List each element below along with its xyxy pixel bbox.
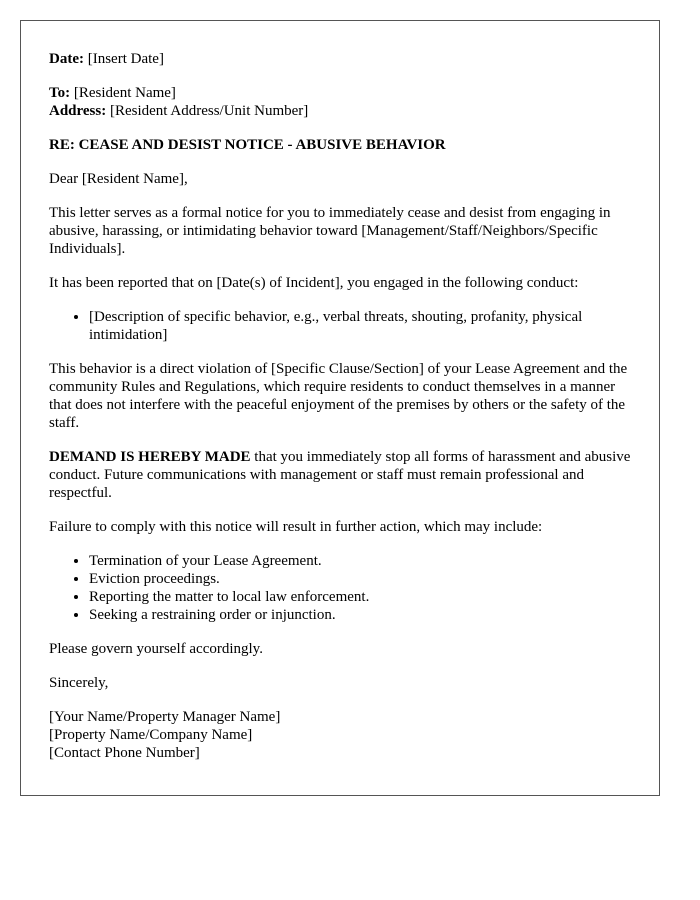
recipient-block (49, 84, 631, 120)
closing-line: Please govern yourself accordingly. (49, 641, 263, 657)
paragraph-failure: Failure to comply with this notice will result in further action, which may include: (49, 519, 543, 535)
signature-phone: [Contact Phone Number] (49, 745, 200, 761)
salutation: Dear [Resident Name], (49, 171, 188, 187)
sign-off: Sincerely, (49, 675, 109, 691)
action-list (49, 552, 631, 624)
subject-line: RE: CEASE AND DESIST NOTICE - ABUSIVE BEHAVIOR (49, 137, 446, 153)
to-label: To: (49, 85, 71, 101)
signature-name: [Your Name/Property Manager Name] (49, 709, 281, 725)
paragraph-violation: This behavior is a direct violation of [Specific Clause/Section] of your Lease Agreement and the community Rules and Regulations, which require residents to conduct themselves in a manner that does not interfere with the peaceful enjoyment of the premises by others or the safety of the staff. (49, 361, 628, 431)
address-value: [Resident Address/Unit Number] (106, 103, 309, 119)
signature-company: [Property Name/Company Name] (49, 727, 253, 743)
date-value: [Insert Date] (83, 51, 164, 67)
action-list-item: • Eviction proceedings. (89, 570, 631, 588)
paragraph-demand (49, 448, 631, 502)
to-value: [Resident Name] (70, 85, 176, 101)
demand-text: that you immediately stop all forms of harassment and abusive conduct. Future communications with management or staff must remain professional and respectful. (49, 449, 631, 501)
conduct-list-item: • [Description of specific behavior, e.g., verbal threats, shouting, profanity, physical intimidation] (89, 308, 631, 344)
date-label: Date: (49, 51, 84, 67)
paragraph-notice: This letter serves as a formal notice for you to immediately cease and desist from engaging in abusive, harassing, or intimidating behavior toward [Management/Staff/Neighbors/Specific Individuals]. (49, 205, 611, 257)
address-line (49, 102, 631, 120)
letter-document (20, 20, 660, 796)
to-line (49, 84, 631, 102)
demand-bold: DEMAND IS HEREBY MADE (49, 449, 251, 465)
date-line (49, 50, 631, 68)
address-label: Address: (49, 103, 107, 119)
action-list-item: • Reporting the matter to local law enforcement. (89, 588, 631, 606)
action-list-item: • Seeking a restraining order or injunction. (89, 606, 631, 624)
action-list-item: • Termination of your Lease Agreement. (89, 552, 631, 570)
paragraph-reported: It has been reported that on [Date(s) of Incident], you engaged in the following conduct: (49, 275, 579, 291)
signature-block (49, 708, 631, 762)
conduct-list (49, 308, 631, 344)
